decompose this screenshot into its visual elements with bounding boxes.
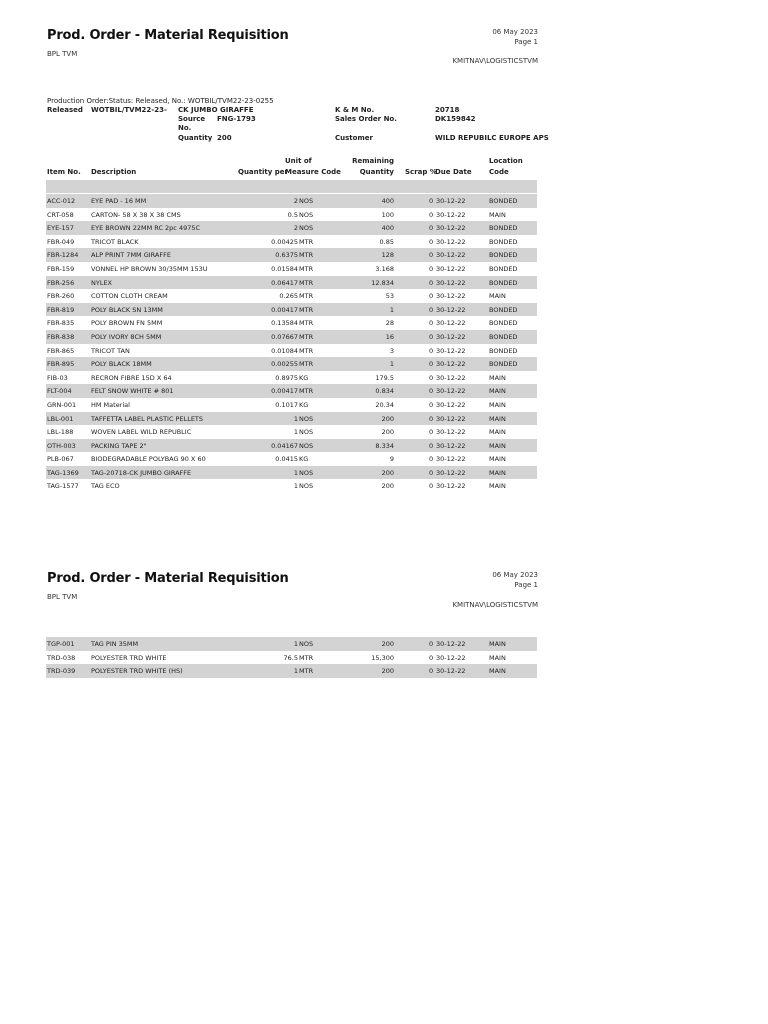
cell-item-no: PLB-067 xyxy=(47,455,74,464)
cell-scrap: 0 xyxy=(429,292,434,301)
company-name: BPL TVM xyxy=(47,50,78,58)
table-row xyxy=(46,439,537,453)
requisition-table xyxy=(46,194,537,493)
cell-due-date: 30-12-22 xyxy=(436,468,466,477)
col-remaining: Remaining xyxy=(352,157,394,165)
cell-remaining-quantity: 0.85 xyxy=(379,237,394,246)
col-due-date: Due Date xyxy=(435,168,472,176)
cell-location-code: MAIN xyxy=(489,482,506,491)
table-row xyxy=(46,384,537,398)
cell-unit-of-measure: MTR xyxy=(299,278,314,287)
cell-description: TAG ECO xyxy=(91,482,120,491)
cell-remaining-quantity: 16 xyxy=(385,332,394,341)
km-label: K & M No. xyxy=(335,106,375,114)
cell-due-date: 30-12-22 xyxy=(436,373,466,382)
cell-remaining-quantity: 12.834 xyxy=(371,278,394,287)
table-row xyxy=(46,664,537,678)
col-quantity-per: Quantity per xyxy=(238,168,288,176)
cell-due-date: 30-12-22 xyxy=(436,400,466,409)
cell-remaining-quantity: 9 xyxy=(389,455,394,464)
cell-remaining-quantity: 200 xyxy=(381,414,394,423)
cell-description: TAFFETTA LABEL PLASTIC PELLETS xyxy=(91,414,204,423)
col-quantity: Quantity xyxy=(359,168,394,176)
cell-remaining-quantity: 200 xyxy=(381,667,394,676)
source-label: Source xyxy=(178,115,206,123)
col-item-no: Item No. xyxy=(47,168,81,176)
cell-due-date: 30-12-22 xyxy=(436,319,466,328)
cell-description: TRICOT BLACK xyxy=(91,237,139,246)
cell-unit-of-measure: MTR xyxy=(299,305,314,314)
sales-order-value: DK159842 xyxy=(435,115,476,123)
cell-description: BIODEGRADABLE POLYBAG 90 X 60 xyxy=(91,455,206,464)
customer-value: WILD REPUBILC EUROPE APS xyxy=(435,134,549,142)
cell-due-date: 30-12-22 xyxy=(436,237,466,246)
cell-unit-of-measure: MTR xyxy=(299,653,314,662)
cell-unit-of-measure: NOS xyxy=(299,468,314,477)
cell-location-code: MAIN xyxy=(489,387,506,396)
order-status: Released xyxy=(47,106,83,114)
cell-quantity-per: 0.1017 xyxy=(275,400,298,409)
table-row xyxy=(46,357,537,371)
cell-item-no: TRD-039 xyxy=(47,667,76,676)
requisition-table-page2 xyxy=(46,637,537,678)
cell-description: POLY IVORY 8CH 5MM xyxy=(91,332,162,341)
cell-unit-of-measure: NOS xyxy=(299,482,314,491)
cell-scrap: 0 xyxy=(429,640,434,648)
cell-location-code: BONDED xyxy=(489,237,518,246)
cell-remaining-quantity: 179.5 xyxy=(375,373,394,382)
cell-quantity-per: 0.6375 xyxy=(275,251,298,260)
cell-remaining-quantity: 15,300 xyxy=(371,653,394,662)
cell-remaining-quantity: 200 xyxy=(381,640,394,648)
cell-location-code: BONDED xyxy=(489,305,518,314)
table-row xyxy=(46,371,537,385)
cell-remaining-quantity: 400 xyxy=(381,197,394,205)
cell-item-no: FBR-835 xyxy=(47,319,75,328)
cell-unit-of-measure: MTR xyxy=(299,387,314,396)
table-row xyxy=(46,289,537,303)
source-label-2: No. xyxy=(178,124,192,132)
col-location-code: Code xyxy=(489,168,509,176)
cell-quantity-per: 0.00425 xyxy=(271,237,298,246)
cell-remaining-quantity: 400 xyxy=(381,224,394,233)
cell-quantity-per: 2 xyxy=(293,197,298,205)
user-id-page2: KMITNAV\LOGISTICSTVM xyxy=(452,601,538,609)
cell-remaining-quantity: 3.168 xyxy=(375,264,394,273)
cell-due-date: 30-12-22 xyxy=(436,251,466,260)
table-row xyxy=(46,412,537,426)
cell-location-code: MAIN xyxy=(489,210,506,219)
cell-location-code: MAIN xyxy=(489,428,506,437)
table-row xyxy=(46,303,537,317)
cell-item-no: LBL-001 xyxy=(47,414,74,423)
cell-due-date: 30-12-22 xyxy=(436,346,466,355)
cell-scrap: 0 xyxy=(429,319,434,328)
cell-unit-of-measure: MTR xyxy=(299,360,314,369)
page-number: Page 1 xyxy=(514,38,538,46)
cell-item-no: FBR-895 xyxy=(47,360,75,369)
customer-label: Customer xyxy=(335,134,373,142)
report-date: 06 May 2023 xyxy=(492,28,538,36)
cell-remaining-quantity: 100 xyxy=(381,210,394,219)
table-row xyxy=(46,466,537,480)
cell-quantity-per: 0.01084 xyxy=(271,346,298,355)
cell-quantity-per: 0.00417 xyxy=(271,387,298,396)
cell-location-code: BONDED xyxy=(489,332,518,341)
cell-due-date: 30-12-22 xyxy=(436,305,466,314)
table-row xyxy=(46,637,537,651)
cell-unit-of-measure: KG xyxy=(299,455,309,464)
cell-quantity-per: 1 xyxy=(293,640,298,648)
cell-item-no: TAG-1369 xyxy=(47,468,79,477)
cell-item-no: FIB-03 xyxy=(47,373,68,382)
cell-item-no: LBL-188 xyxy=(47,428,74,437)
cell-description: COTTON CLOTH CREAM xyxy=(91,292,168,301)
cell-due-date: 30-12-22 xyxy=(436,332,466,341)
cell-quantity-per: 2 xyxy=(293,224,298,233)
table-row xyxy=(46,316,537,330)
table-row xyxy=(46,330,537,344)
cell-scrap: 0 xyxy=(429,237,434,246)
cell-due-date: 30-12-22 xyxy=(436,455,466,464)
cell-scrap: 0 xyxy=(429,414,434,423)
cell-scrap: 0 xyxy=(429,251,434,260)
cell-unit-of-measure: NOS xyxy=(299,441,314,450)
cell-quantity-per: 0.07667 xyxy=(271,332,298,341)
cell-due-date: 30-12-22 xyxy=(436,441,466,450)
cell-quantity-per: 1 xyxy=(293,414,298,423)
cell-due-date: 30-12-22 xyxy=(436,667,466,676)
cell-remaining-quantity: 53 xyxy=(385,292,394,301)
cell-scrap: 0 xyxy=(429,346,434,355)
cell-unit-of-measure: MTR xyxy=(299,237,314,246)
cell-quantity-per: 0.06417 xyxy=(271,278,298,287)
cell-description: ALP PRINT 7MM GIRAFFE xyxy=(91,251,171,260)
order-description: CK JUMBO GIRAFFE xyxy=(178,106,254,114)
cell-item-no: FBR-865 xyxy=(47,346,75,355)
cell-location-code: MAIN xyxy=(489,468,506,477)
cell-unit-of-measure: MTR xyxy=(299,667,314,676)
cell-item-no: TAG-1577 xyxy=(47,482,79,491)
source-value: FNG-1793 xyxy=(217,115,256,123)
cell-unit-of-measure: NOS xyxy=(299,197,314,205)
cell-remaining-quantity: 3 xyxy=(389,346,394,355)
cell-unit-of-measure: NOS xyxy=(299,414,314,423)
cell-description: POLYESTER TRD WHITE (HS) xyxy=(91,667,183,676)
quantity-label: Quantity xyxy=(178,134,213,142)
cell-unit-of-measure: NOS xyxy=(299,210,314,219)
report-date-page2: 06 May 2023 xyxy=(492,571,538,579)
cell-item-no: FLT-004 xyxy=(47,387,72,396)
cell-scrap: 0 xyxy=(429,428,434,437)
user-id: KMITNAV\LOGISTICSTVM xyxy=(452,57,538,65)
cell-scrap: 0 xyxy=(429,400,434,409)
cell-scrap: 0 xyxy=(429,441,434,450)
cell-location-code: BONDED xyxy=(489,264,518,273)
cell-location-code: MAIN xyxy=(489,455,506,464)
table-row xyxy=(46,262,537,276)
cell-location-code: BONDED xyxy=(489,197,518,205)
cell-location-code: MAIN xyxy=(489,653,506,662)
cell-location-code: BONDED xyxy=(489,224,518,233)
cell-due-date: 30-12-22 xyxy=(436,653,466,662)
table-row xyxy=(46,221,537,235)
cell-scrap: 0 xyxy=(429,360,434,369)
cell-item-no: TRD-038 xyxy=(47,653,76,662)
table-row xyxy=(46,276,537,290)
cell-description: POLY BROWN FN 5MM xyxy=(91,319,163,328)
cell-item-no: FBR-256 xyxy=(47,278,75,287)
table-row xyxy=(46,235,537,249)
cell-remaining-quantity: 0.834 xyxy=(375,387,394,396)
cell-description: POLYESTER TRD WHITE xyxy=(91,653,167,662)
cell-scrap: 0 xyxy=(429,224,434,233)
cell-item-no: ACC-012 xyxy=(47,197,76,205)
cell-description: TAG PIN 35MM xyxy=(91,640,139,648)
cell-quantity-per: 0.265 xyxy=(279,292,298,301)
cell-item-no: FBR-049 xyxy=(47,237,75,246)
cell-scrap: 0 xyxy=(429,264,434,273)
filter-text: Production Order:Status: Released, No.: WOTBIL/TVM22-23-0255 xyxy=(47,97,274,105)
cell-remaining-quantity: 20.34 xyxy=(375,400,394,409)
col-location: Location xyxy=(489,157,523,165)
cell-due-date: 30-12-22 xyxy=(436,210,466,219)
cell-unit-of-measure: KG xyxy=(299,400,309,409)
table-row xyxy=(46,248,537,262)
cell-remaining-quantity: 128 xyxy=(381,251,394,260)
cell-scrap: 0 xyxy=(429,667,434,676)
cell-scrap: 0 xyxy=(429,332,434,341)
col-description: Description xyxy=(91,168,137,176)
cell-due-date: 30-12-22 xyxy=(436,640,466,648)
cell-quantity-per: 0.8975 xyxy=(275,373,298,382)
cell-item-no: TGP-001 xyxy=(47,640,75,648)
col-unit-of: Unit of xyxy=(285,157,312,165)
cell-unit-of-measure: MTR xyxy=(299,332,314,341)
cell-description: PACKING TAPE 2" xyxy=(91,441,147,450)
cell-remaining-quantity: 200 xyxy=(381,468,394,477)
cell-item-no: FBR-260 xyxy=(47,292,75,301)
cell-description: RECRON FIBRE 15D X 64 xyxy=(91,373,172,382)
cell-quantity-per: 1 xyxy=(293,667,298,676)
page-number-page2: Page 1 xyxy=(514,581,538,589)
cell-scrap: 0 xyxy=(429,305,434,314)
table-row xyxy=(46,651,537,665)
cell-description: NYLEX xyxy=(91,278,113,287)
cell-description: HM Material xyxy=(91,400,130,409)
cell-location-code: BONDED xyxy=(489,360,518,369)
cell-unit-of-measure: NOS xyxy=(299,428,314,437)
cell-quantity-per: 0.0415 xyxy=(275,455,298,464)
cell-quantity-per: 0.5 xyxy=(287,210,298,219)
cell-scrap: 0 xyxy=(429,373,434,382)
cell-due-date: 30-12-22 xyxy=(436,360,466,369)
cell-item-no: FBR-819 xyxy=(47,305,75,314)
cell-quantity-per: 1 xyxy=(293,468,298,477)
cell-description: POLY BLACK 18MM xyxy=(91,360,152,369)
cell-item-no: GRN-001 xyxy=(47,400,77,409)
report-title-page2: Prod. Order - Material Requisition xyxy=(47,571,289,586)
cell-scrap: 0 xyxy=(429,197,434,205)
cell-description: CARTON- 58 X 38 X 38 CMS xyxy=(91,210,181,219)
cell-description: EYE BROWN 22MM RC 2pc 4975C xyxy=(91,224,201,233)
cell-due-date: 30-12-22 xyxy=(436,414,466,423)
cell-quantity-per: 1 xyxy=(293,428,298,437)
table-row xyxy=(46,479,537,493)
cell-due-date: 30-12-22 xyxy=(436,428,466,437)
cell-unit-of-measure: MTR xyxy=(299,292,314,301)
cell-scrap: 0 xyxy=(429,210,434,219)
cell-scrap: 0 xyxy=(429,482,434,491)
cell-location-code: BONDED xyxy=(489,319,518,328)
company-name-page2: BPL TVM xyxy=(47,593,78,601)
cell-due-date: 30-12-22 xyxy=(436,278,466,287)
cell-description: EYE PAD - 16 MM xyxy=(91,197,147,205)
cell-due-date: 30-12-22 xyxy=(436,387,466,396)
cell-due-date: 30-12-22 xyxy=(436,197,466,205)
cell-unit-of-measure: MTR xyxy=(299,251,314,260)
cell-location-code: MAIN xyxy=(489,414,506,423)
cell-remaining-quantity: 1 xyxy=(389,305,394,314)
cell-unit-of-measure: MTR xyxy=(299,319,314,328)
cell-remaining-quantity: 1 xyxy=(389,360,394,369)
cell-scrap: 0 xyxy=(429,387,434,396)
cell-item-no: EYE-157 xyxy=(47,224,74,233)
cell-scrap: 0 xyxy=(429,278,434,287)
cell-description: VONNEL HP BROWN 30/35MM 153U xyxy=(91,264,208,273)
cell-unit-of-measure: MTR xyxy=(299,346,314,355)
cell-location-code: MAIN xyxy=(489,292,506,301)
table-row xyxy=(46,425,537,439)
cell-remaining-quantity: 200 xyxy=(381,482,394,491)
cell-location-code: MAIN xyxy=(489,373,506,382)
cell-remaining-quantity: 8.334 xyxy=(375,441,394,450)
cell-description: WOVEN LABEL WILD REPUBLIC xyxy=(91,428,192,437)
cell-location-code: MAIN xyxy=(489,400,506,409)
cell-quantity-per: 76.5 xyxy=(283,653,298,662)
cell-location-code: BONDED xyxy=(489,346,518,355)
cell-item-no: FBR-838 xyxy=(47,332,75,341)
header-divider xyxy=(46,180,537,193)
table-row xyxy=(46,208,537,222)
cell-due-date: 30-12-22 xyxy=(436,292,466,301)
cell-remaining-quantity: 200 xyxy=(381,428,394,437)
cell-quantity-per: 0.00255 xyxy=(271,360,298,369)
table-row xyxy=(46,452,537,466)
cell-location-code: MAIN xyxy=(489,441,506,450)
sales-order-label: Sales Order No. xyxy=(335,115,397,123)
cell-quantity-per: 1 xyxy=(293,482,298,491)
cell-location-code: MAIN xyxy=(489,640,506,648)
cell-unit-of-measure: NOS xyxy=(299,640,314,648)
cell-description: FELT SNOW WHITE # 801 xyxy=(91,387,174,396)
cell-item-no: CRT-058 xyxy=(47,210,74,219)
cell-scrap: 0 xyxy=(429,455,434,464)
cell-description: TAG-20718-CK JUMBO GIRAFFE xyxy=(91,468,192,477)
cell-quantity-per: 0.04167 xyxy=(271,441,298,450)
cell-location-code: BONDED xyxy=(489,251,518,260)
report-title: Prod. Order - Material Requisition xyxy=(47,28,289,43)
cell-scrap: 0 xyxy=(429,653,434,662)
cell-quantity-per: 0.13584 xyxy=(271,319,298,328)
cell-quantity-per: 0.00417 xyxy=(271,305,298,314)
cell-unit-of-measure: KG xyxy=(299,373,309,382)
cell-location-code: BONDED xyxy=(489,278,518,287)
cell-due-date: 30-12-22 xyxy=(436,264,466,273)
cell-location-code: MAIN xyxy=(489,667,506,676)
col-measure-code: Measure Code xyxy=(285,168,341,176)
table-row xyxy=(46,194,537,208)
cell-description: POLY BLACK SN 13MM xyxy=(91,305,163,314)
cell-due-date: 30-12-22 xyxy=(436,482,466,491)
cell-item-no: FBR-159 xyxy=(47,264,75,273)
cell-unit-of-measure: MTR xyxy=(299,264,314,273)
quantity-value: 200 xyxy=(217,134,232,142)
order-number: WOTBIL/TVM22-23- xyxy=(91,106,167,114)
cell-item-no: FBR-1284 xyxy=(47,251,79,260)
km-value: 20718 xyxy=(435,106,460,114)
col-scrap: Scrap % xyxy=(405,168,437,176)
cell-scrap: 0 xyxy=(429,468,434,477)
table-row xyxy=(46,398,537,412)
cell-description: TRICOT TAN xyxy=(91,346,130,355)
cell-due-date: 30-12-22 xyxy=(436,224,466,233)
cell-item-no: OTH-003 xyxy=(47,441,76,450)
table-row xyxy=(46,344,537,358)
cell-remaining-quantity: 28 xyxy=(385,319,394,328)
cell-quantity-per: 0.01584 xyxy=(271,264,298,273)
cell-unit-of-measure: NOS xyxy=(299,224,314,233)
